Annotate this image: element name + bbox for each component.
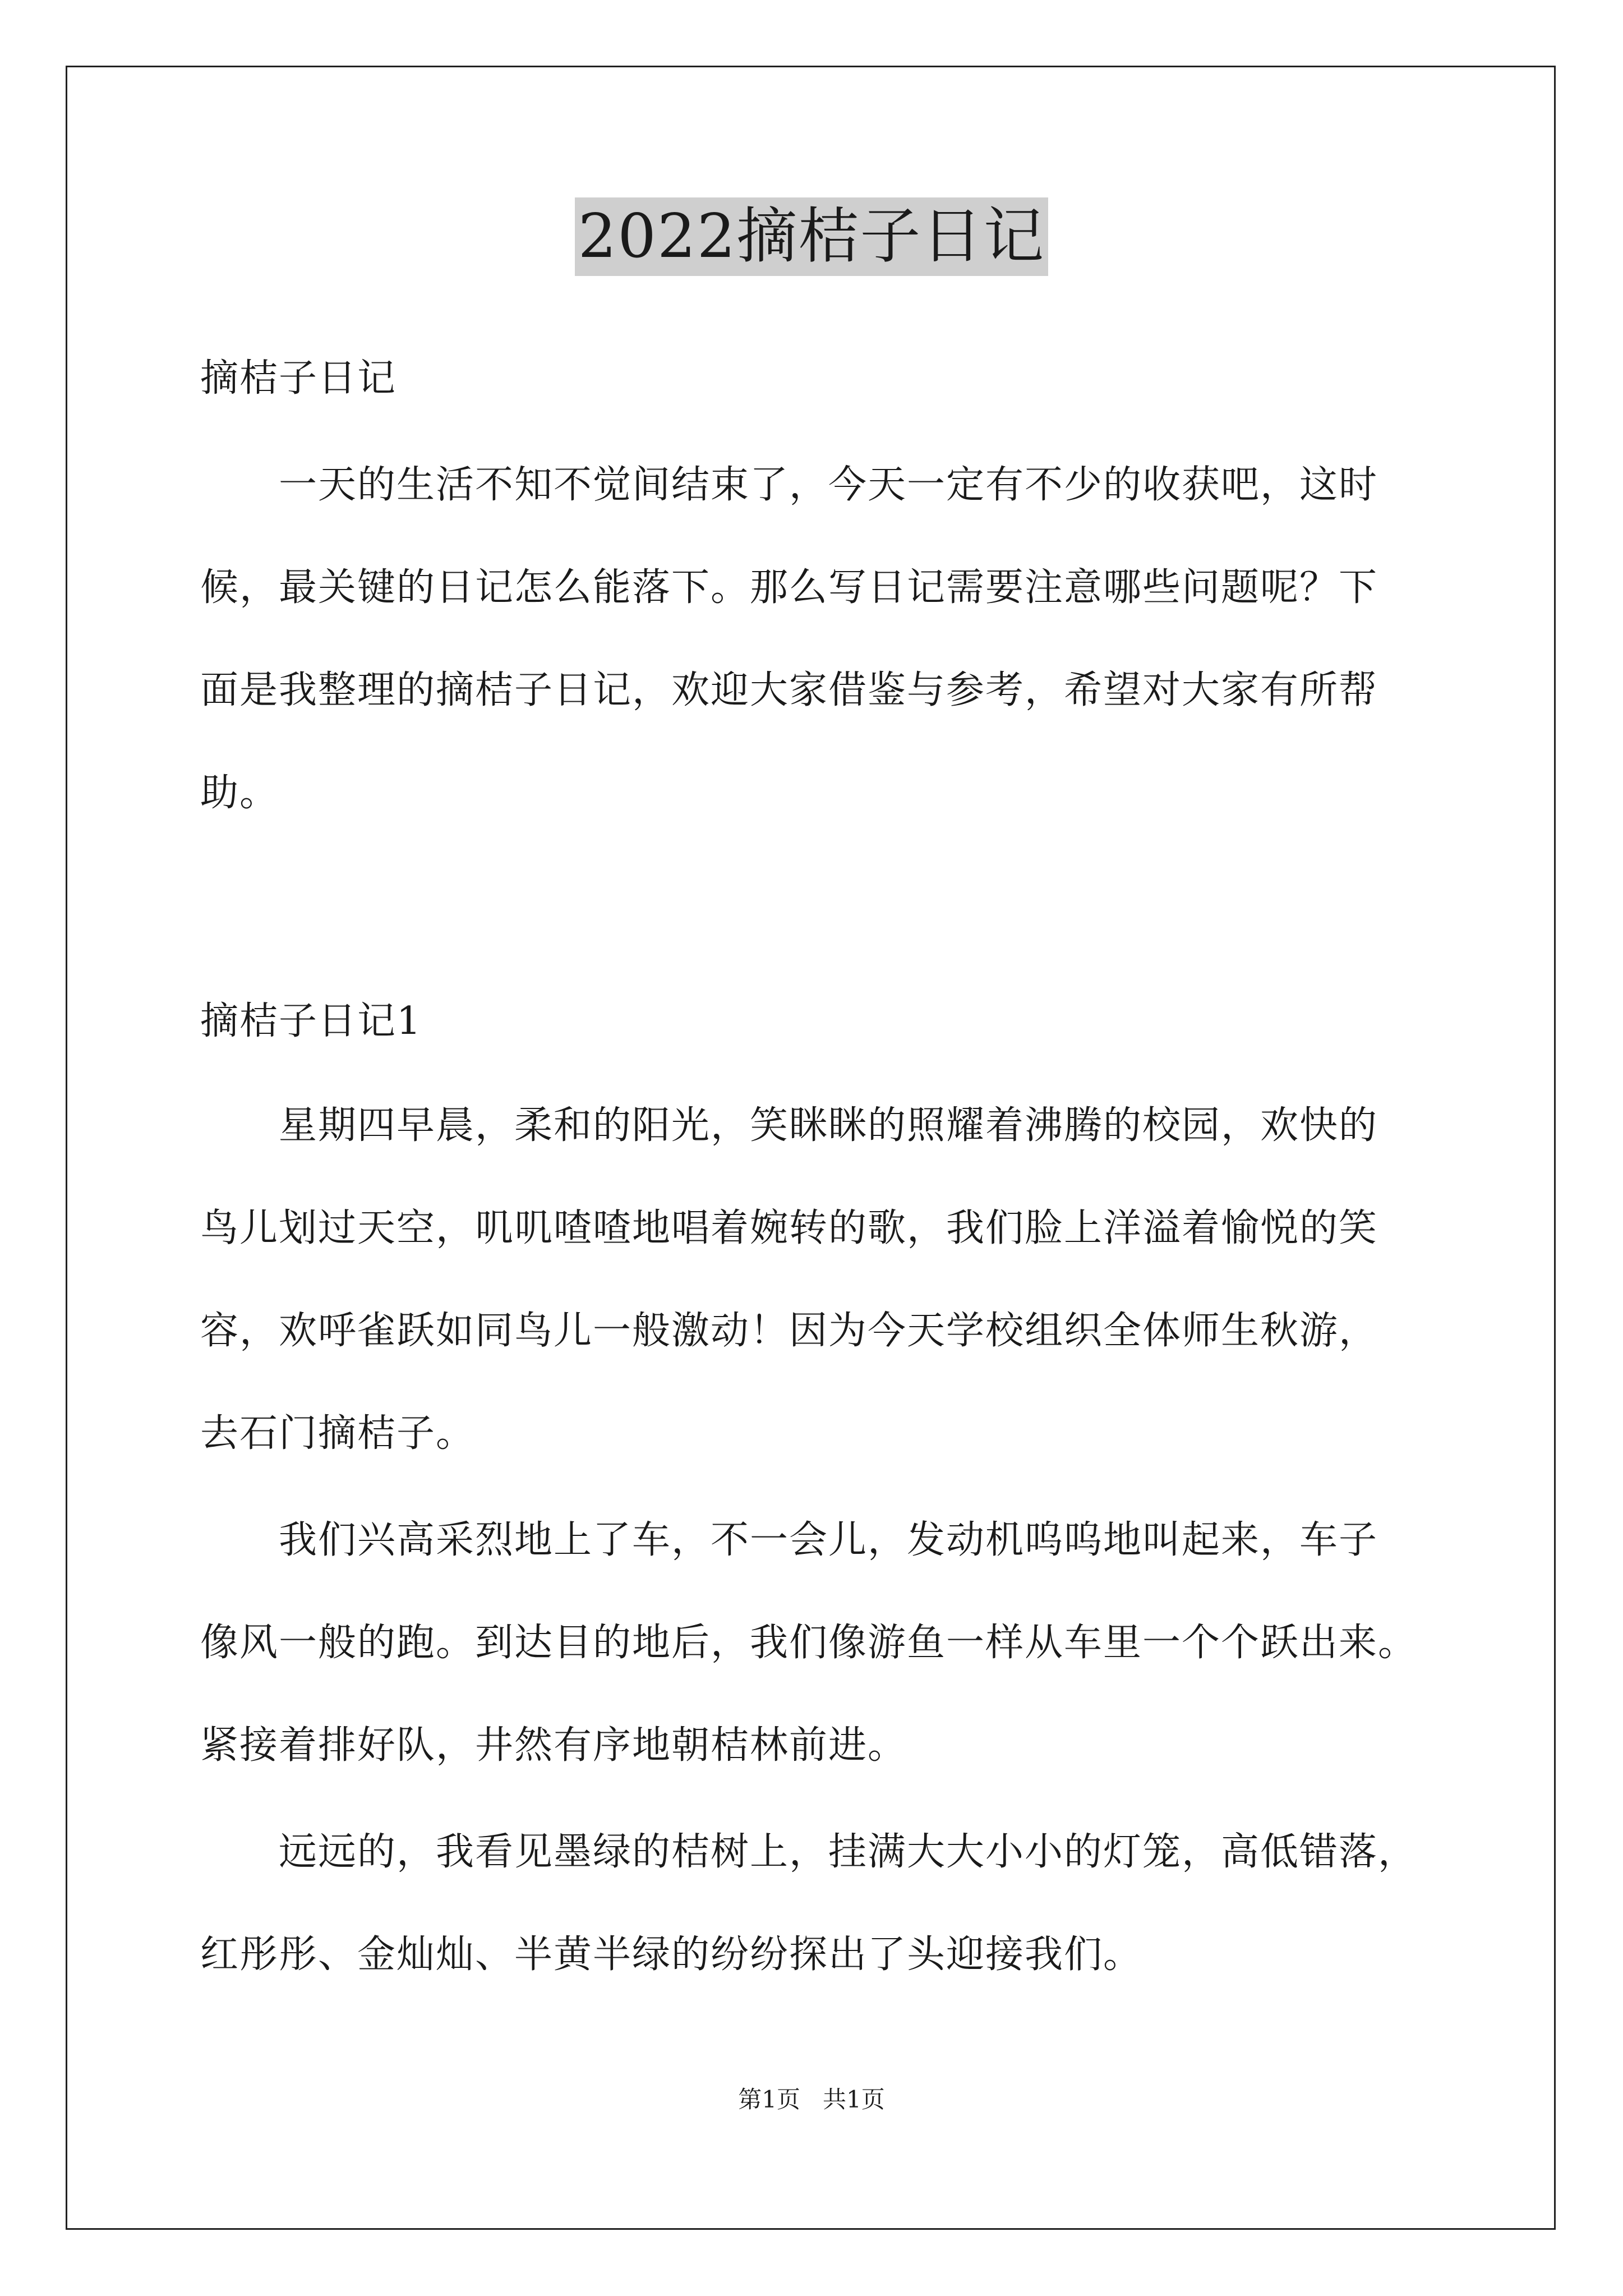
- section-heading: 摘桔子日记1: [200, 999, 422, 1043]
- paragraph-line: 像风一般的跑。到达目的地后，我们像游鱼一样从车里一个个跃出来。: [200, 1621, 1418, 1665]
- paragraph-line: 容，欢呼雀跃如同鸟儿一般激动！因为今天学校组织全体师生秋游，: [200, 1309, 1378, 1353]
- paragraph-line: 星期四早晨，柔和的阳光，笑眯眯的照耀着沸腾的校园，欢快的: [279, 1103, 1378, 1148]
- intro-heading: 摘桔子日记: [200, 356, 397, 401]
- intro-line: 一天的生活不知不觉间结束了，今天一定有不少的收获吧，这时: [279, 463, 1378, 507]
- document-title: 2022摘桔子日记: [575, 197, 1049, 276]
- paragraph-line: 紧接着排好队，井然有序地朝桔林前进。: [200, 1723, 907, 1768]
- paragraph-line: 远远的，我看见墨绿的桔树上，挂满大大小小的灯笼，高低错落，: [279, 1830, 1418, 1874]
- intro-line: 助。: [200, 771, 279, 815]
- title-container: [0, 197, 1623, 276]
- page-number-footer: 第1页 共1页: [738, 2086, 885, 2113]
- paragraph-line: 鸟儿划过天空，叽叽喳喳地唱着婉转的歌，我们脸上洋溢着愉悦的笑: [200, 1206, 1378, 1250]
- paragraph-line: 我们兴高采烈地上了车，不一会儿，发动机呜呜地叫起来，车子: [279, 1518, 1378, 1562]
- paragraph-line: 去石门摘桔子。: [200, 1411, 476, 1456]
- paragraph-line: 红彤彤、金灿灿、半黄半绿的纷纷探出了头迎接我们。: [200, 1932, 1143, 1977]
- intro-line: 候，最关键的日记怎么能落下。那么写日记需要注意哪些问题呢？下: [200, 565, 1378, 610]
- intro-line: 面是我整理的摘桔子日记，欢迎大家借鉴与参考，希望对大家有所帮: [200, 668, 1378, 712]
